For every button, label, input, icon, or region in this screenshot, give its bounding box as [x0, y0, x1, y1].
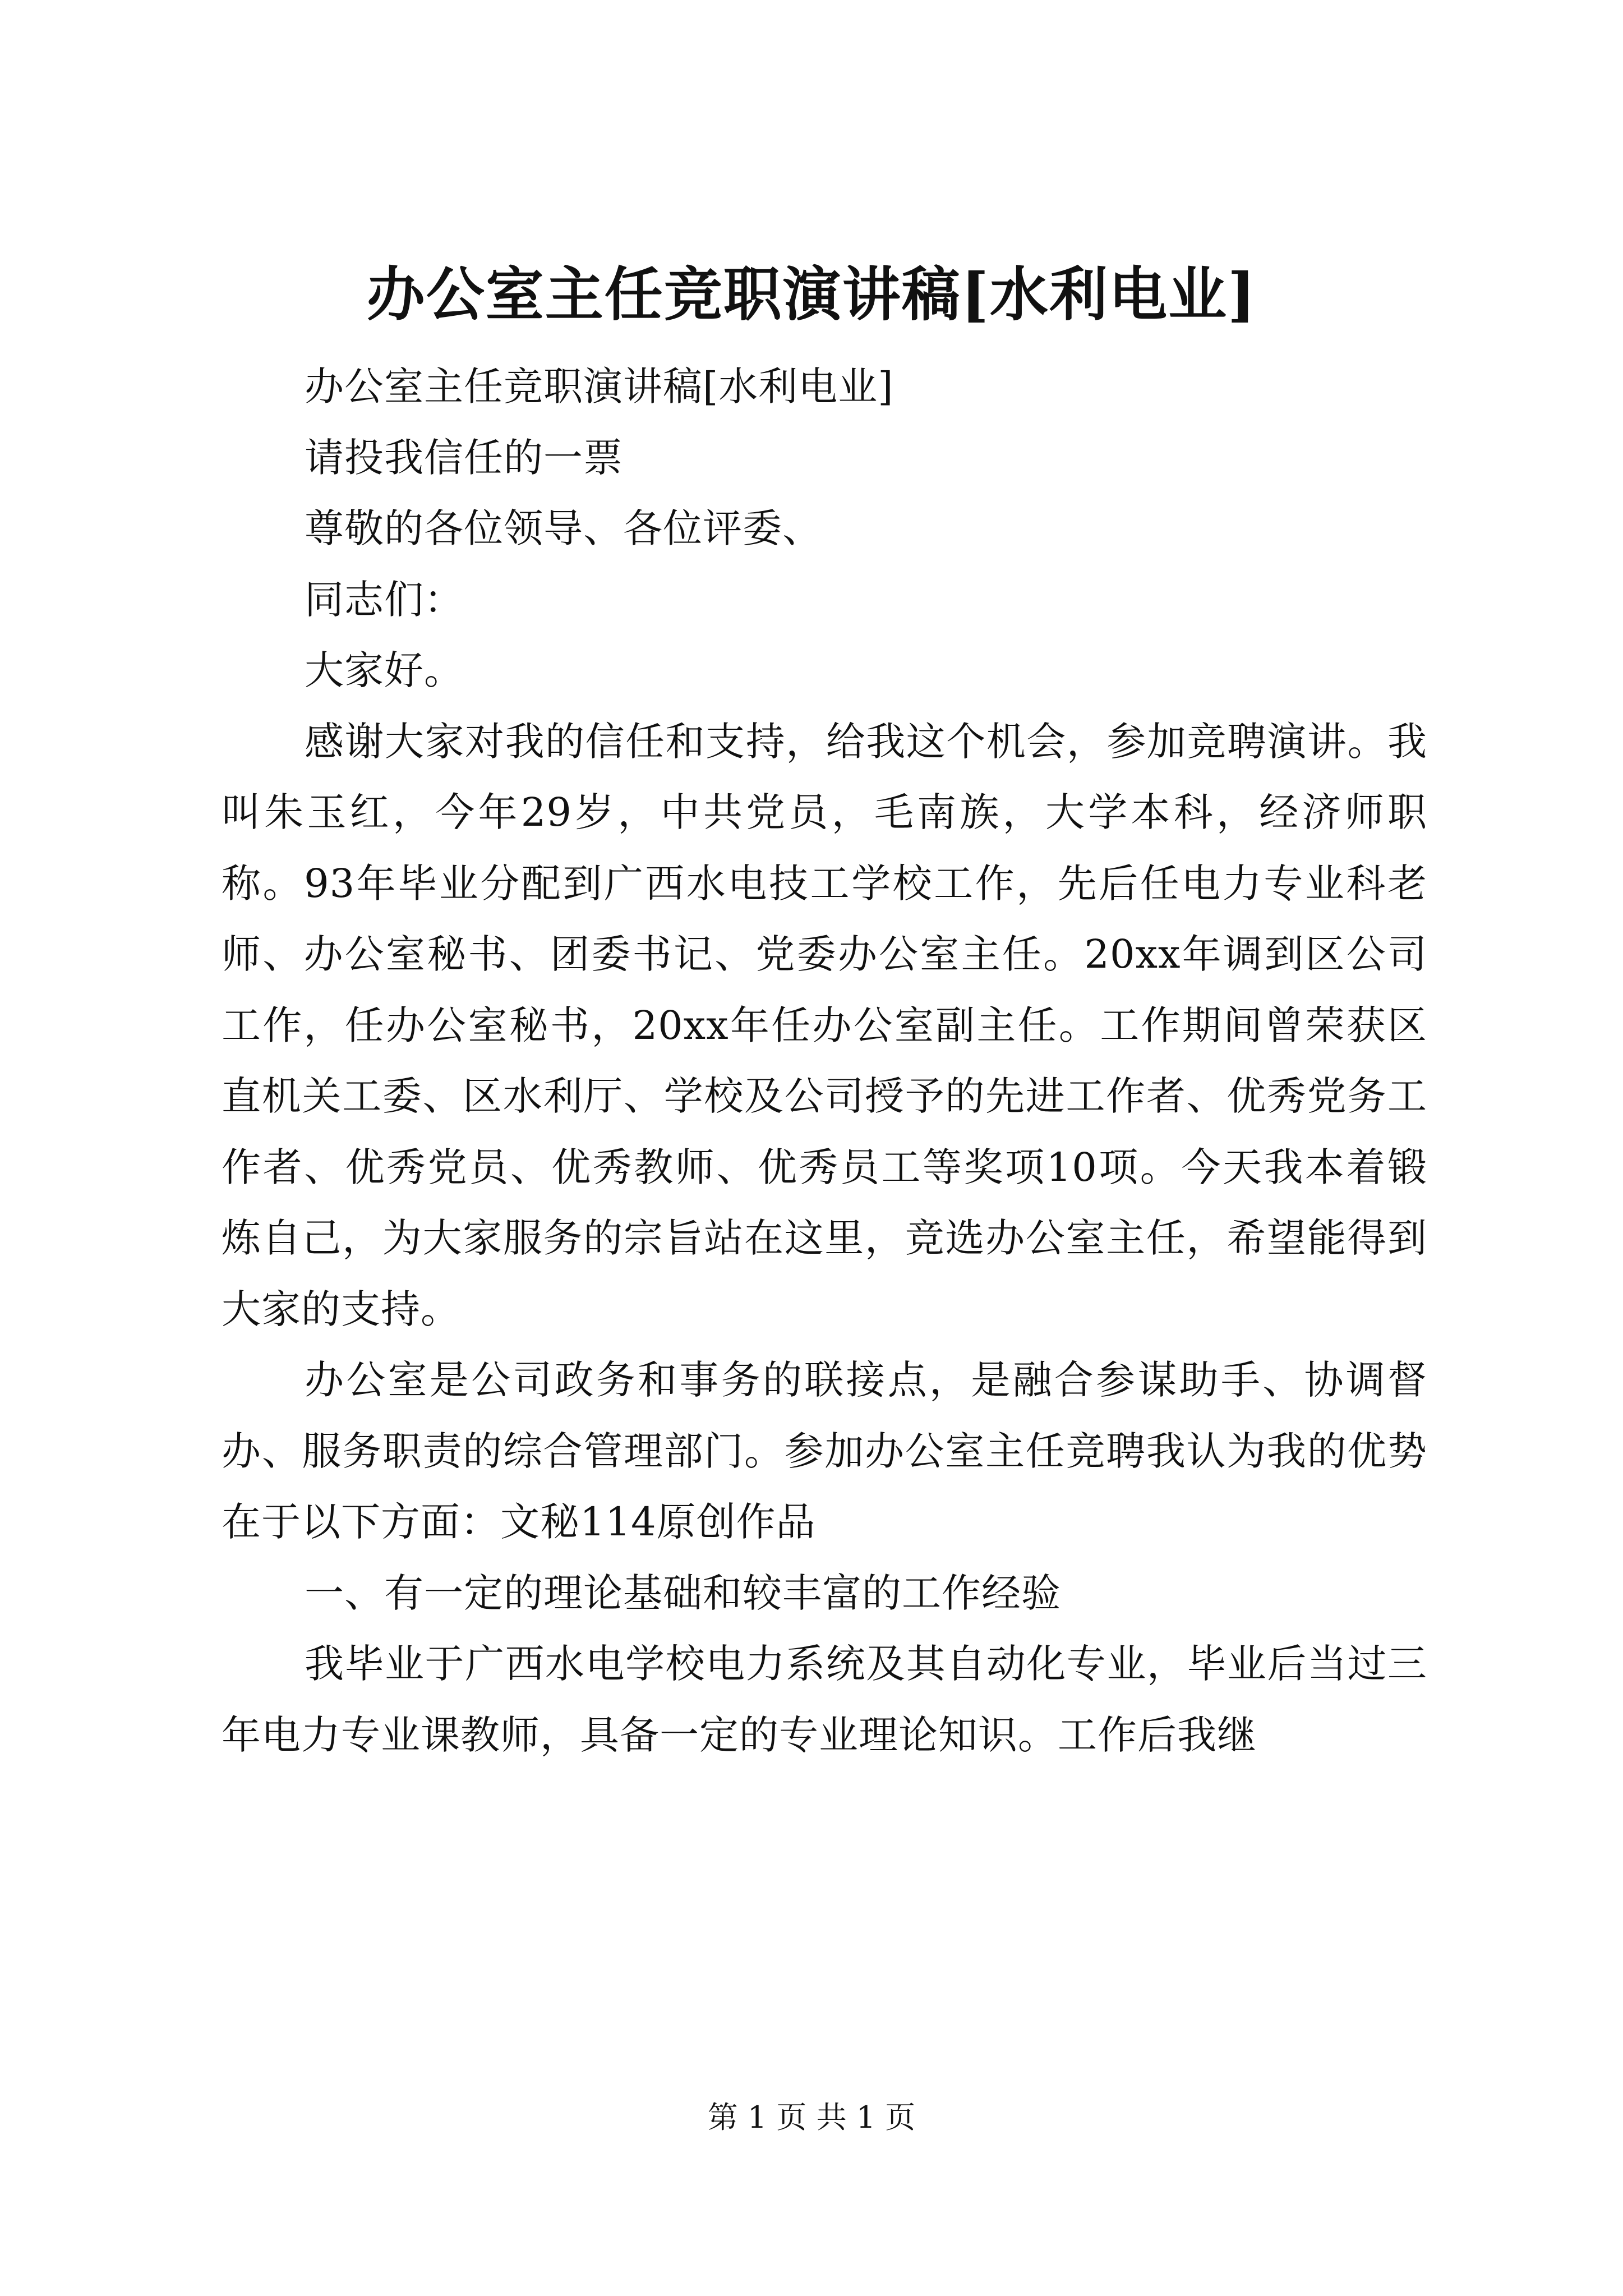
document-title: 办公室主任竞职演讲稿[水利电业] [366, 260, 1257, 329]
paragraph-heading-repeat: 办公室主任竞职演讲稿[水利电业] [305, 364, 894, 409]
paragraph-office-role: 办公室是公司政务和事务的联接点，是融合参谋助手、协调督办、服务职责的综合管理部门。参加办公室主任竞聘我认为我的优势在于以下方面：文秘114原创作品 [222, 1357, 1427, 1545]
paragraph-introduction: 感谢大家对我的信任和支持，给我这个机会，参加竞聘演讲。我叫朱玉红，今年29岁，中共党员，毛南族，大学本科，经济师职称。93年毕业分配到广西水电技工学校工作，先后任电力专业科老师、办公室秘书、团委书记、党委办公室主任。20xx年调到区公司工作，任办公室秘书，20xx年任办公室副主任。工作期间曾荣获区直机关工委、区水利厅、学校及公司授予的先进工作者、优秀党务工作者、优秀党员、优秀教师、优秀员工等奖项10项。今天我本着锻炼自己，为大家服务的宗旨站在这里，竞选办公室主任，希望能得到大家的支持。 [222, 718, 1427, 1332]
page-footer: 第 1 页 共 1 页 [707, 2100, 916, 2135]
paragraph-background: 我毕业于广西水电学校电力系统及其自动化专业，毕业后当过三年电力专业课教师，具备一定的专业理论知识。工作后我继 [222, 1641, 1427, 1758]
paragraph-salutation: 尊敬的各位领导、各位评委、 [305, 505, 822, 551]
paragraph-greeting: 大家好。 [305, 647, 464, 693]
paragraph-salutation-2: 同志们： [305, 576, 464, 623]
paragraph-section-heading: 一、有一定的理论基础和较丰富的工作经验 [305, 1570, 1061, 1616]
paragraph-subtitle: 请投我信任的一票 [305, 434, 623, 481]
document-body [222, 351, 1427, 1770]
